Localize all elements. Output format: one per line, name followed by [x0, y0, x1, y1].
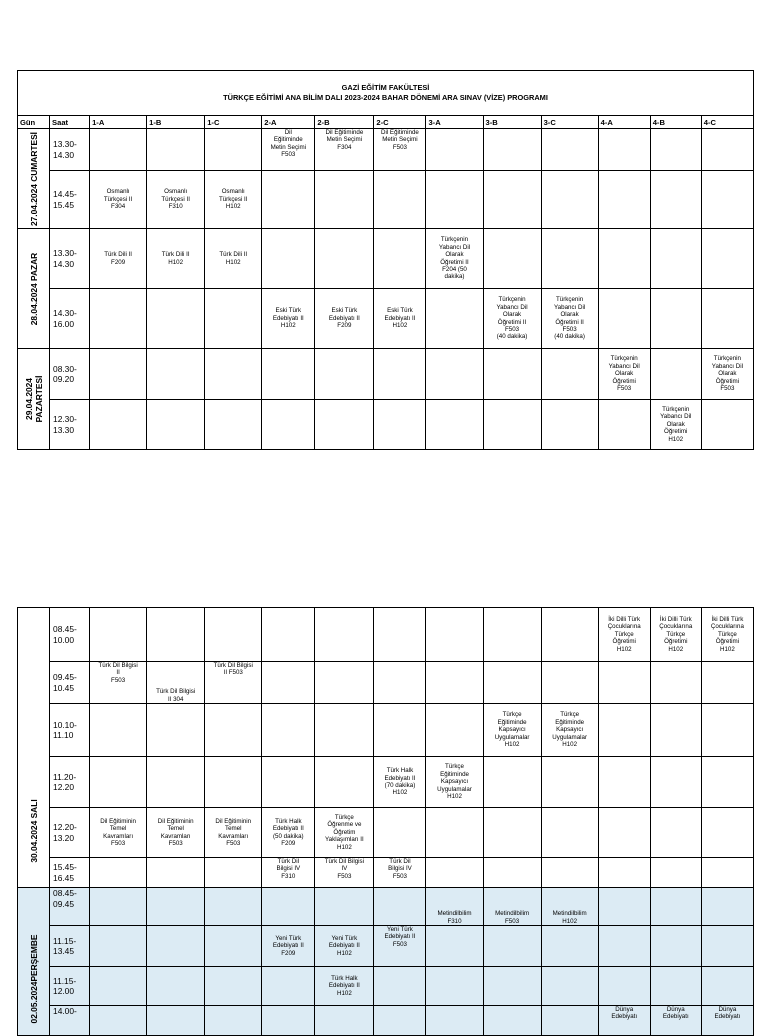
table-row [18, 400, 754, 450]
header-1a: 1-A [90, 116, 147, 129]
exam-cell [598, 129, 650, 171]
exam-cell: Eski Türk Edebiyatı II H102 [262, 289, 315, 349]
exam-cell [701, 808, 753, 858]
table-row [18, 967, 754, 1006]
exam-cell [598, 858, 650, 888]
exam-cell: Metindilbilim F310 [426, 888, 483, 926]
exam-cell: Osmanlı Türkçesi II H102 [205, 171, 262, 229]
exam-cell [262, 967, 315, 1006]
exam-cell [205, 858, 262, 888]
exam-cell [147, 1006, 205, 1036]
header-4c: 4-C [701, 116, 753, 129]
exam-cell [701, 757, 753, 808]
table-row [18, 129, 754, 171]
exam-cell [650, 289, 701, 349]
exam-cell: Dünya Edebiyatı [701, 1006, 753, 1036]
exam-cell: Dil Eğitiminin Temel Kavramları F503 [90, 808, 147, 858]
exam-cell [262, 229, 315, 289]
exam-cell [147, 608, 205, 662]
exam-cell: Türk Dili II H102 [205, 229, 262, 289]
header-row [18, 116, 754, 129]
exam-cell [147, 349, 205, 400]
exam-cell [483, 858, 541, 888]
exam-cell [426, 858, 483, 888]
header-day: Gün [18, 116, 50, 129]
exam-cell [90, 129, 147, 171]
exam-cell [426, 1006, 483, 1036]
exam-cell [205, 757, 262, 808]
exam-cell [374, 967, 426, 1006]
exam-cell [541, 1006, 598, 1036]
exam-cell [262, 662, 315, 704]
exam-cell [650, 967, 701, 1006]
time-cell: 14.00- [50, 1006, 90, 1036]
exam-cell: Türk Dili II F209 [90, 229, 147, 289]
time-cell: 08.45- 09.45 [50, 888, 90, 926]
exam-cell [598, 926, 650, 967]
header-4a: 4-A [598, 116, 650, 129]
time-cell: 12.30- 13.30 [50, 400, 90, 450]
table-row [18, 704, 754, 757]
exam-cell [426, 289, 483, 349]
time-cell: 08.30- 09.20 [50, 349, 90, 400]
exam-cell [374, 171, 426, 229]
exam-cell [147, 400, 205, 450]
day-label: 30.04.2024 SALI [18, 608, 50, 888]
exam-cell [262, 171, 315, 229]
exam-cell [426, 808, 483, 858]
header-time: Saat [50, 116, 90, 129]
exam-cell [701, 888, 753, 926]
exam-cell: Osmanlı Türkçesi II F304 [90, 171, 147, 229]
program-title: TÜRKÇE EĞİTİMİ ANA BİLİM DALI 2023-2024 BAHAR DÖNEMİ ARA SINAV (VİZE) PROGRAMI [223, 93, 548, 102]
exam-cell [598, 757, 650, 808]
exam-cell: Eski Türk Edebiyatı II F209 [315, 289, 374, 349]
exam-cell [147, 129, 205, 171]
exam-cell [598, 289, 650, 349]
exam-cell [650, 171, 701, 229]
exam-cell [541, 229, 598, 289]
exam-cell [315, 704, 374, 757]
exam-cell [205, 888, 262, 926]
table-row [18, 808, 754, 858]
exam-cell [650, 858, 701, 888]
exam-cell: Dünya Edebiyatı [650, 1006, 701, 1036]
exam-cell [598, 704, 650, 757]
exam-cell: Türk Halk Edebiyatı II (50 dakika) F209 [262, 808, 315, 858]
exam-cell: Eski Türk Edebiyatı II H102 [374, 289, 426, 349]
exam-cell [483, 171, 541, 229]
exam-cell: Dil Eğitiminde Metin Seçimi F503 [374, 129, 426, 171]
time-cell: 09.45- 10.45 [50, 662, 90, 704]
header-1b: 1-B [147, 116, 205, 129]
exam-cell [483, 400, 541, 450]
exam-cell [90, 757, 147, 808]
day-label: 02.05.2024PERŞEMBE [18, 888, 50, 1036]
exam-cell [205, 704, 262, 757]
exam-cell [426, 704, 483, 757]
exam-cell [483, 757, 541, 808]
exam-cell [374, 704, 426, 757]
exam-cell: Türkçe Eğitiminde Kapsayıcı Uygulamalar H102 [541, 704, 598, 757]
exam-cell [90, 967, 147, 1006]
exam-cell [262, 349, 315, 400]
exam-cell [541, 967, 598, 1006]
time-cell: 12.20- 13.20 [50, 808, 90, 858]
day-label: 29.04.2024 PAZARTESİ [18, 349, 50, 450]
exam-cell [90, 608, 147, 662]
exam-cell [541, 608, 598, 662]
exam-cell [262, 757, 315, 808]
exam-cell [374, 808, 426, 858]
table-row [18, 289, 754, 349]
exam-cell [541, 926, 598, 967]
exam-cell: Türkçenin Yabancı Dil Olarak Öğretimi II F503 (40 dakika) [483, 289, 541, 349]
exam-cell [483, 129, 541, 171]
exam-cell [598, 808, 650, 858]
exam-cell [205, 289, 262, 349]
exam-cell: Türkçenin Yabancı Dil Olarak Öğretimi H102 [650, 400, 701, 450]
exam-cell [147, 967, 205, 1006]
exam-cell [701, 926, 753, 967]
exam-schedule-table-1 [17, 70, 754, 450]
exam-cell [90, 289, 147, 349]
exam-cell [541, 858, 598, 888]
exam-cell [426, 608, 483, 662]
exam-cell [90, 926, 147, 967]
exam-cell [315, 608, 374, 662]
exam-cell [374, 400, 426, 450]
exam-cell: Osmanlı Türkçesi II F310 [147, 171, 205, 229]
exam-cell [426, 926, 483, 967]
time-cell: 13.30- 14.30 [50, 229, 90, 289]
table-row [18, 171, 754, 229]
exam-cell [701, 129, 753, 171]
exam-cell [374, 349, 426, 400]
schedule-title [18, 71, 754, 116]
time-cell: 14.30- 16.00 [50, 289, 90, 349]
exam-cell [315, 400, 374, 450]
table-row [18, 662, 754, 704]
exam-cell [262, 888, 315, 926]
exam-cell: Türk Halk Edebiyatı II (70 dakika) H102 [374, 757, 426, 808]
exam-cell [483, 926, 541, 967]
exam-cell [147, 289, 205, 349]
exam-cell: Yeni Türk Edebiyatı II F503 [374, 926, 426, 967]
table-row [18, 1006, 754, 1036]
exam-cell [205, 349, 262, 400]
exam-cell [650, 662, 701, 704]
exam-cell [541, 757, 598, 808]
exam-cell [541, 171, 598, 229]
header-2b: 2-B [315, 116, 374, 129]
exam-cell [541, 349, 598, 400]
exam-cell [598, 662, 650, 704]
exam-cell [147, 888, 205, 926]
exam-cell [650, 229, 701, 289]
exam-cell [205, 129, 262, 171]
time-cell: 11.15- 12.00 [50, 967, 90, 1006]
time-cell: 11.20- 12.20 [50, 757, 90, 808]
exam-cell [598, 400, 650, 450]
exam-cell [90, 704, 147, 757]
header-3c: 3-C [541, 116, 598, 129]
table-row [18, 608, 754, 662]
header-3b: 3-B [483, 116, 541, 129]
exam-cell [483, 229, 541, 289]
exam-cell [426, 349, 483, 400]
exam-cell: Türkçenin Yabancı Dil Olarak Öğretimi F503 [598, 349, 650, 400]
exam-cell [262, 608, 315, 662]
exam-cell: Türk Dili II H102 [147, 229, 205, 289]
day-label: 27.04.2024 CUMARTESİ [18, 129, 50, 229]
faculty-name: GAZİ EĞİTİM FAKÜLTESİ [341, 83, 430, 93]
exam-cell [90, 400, 147, 450]
exam-cell [701, 858, 753, 888]
exam-cell: Metindilbilim F503 [483, 888, 541, 926]
exam-cell [701, 289, 753, 349]
exam-cell [374, 662, 426, 704]
exam-cell: Türk Dil Bilgisi II 304 [147, 662, 205, 704]
table-row [18, 757, 754, 808]
exam-cell [483, 662, 541, 704]
table-row [18, 229, 754, 289]
exam-cell [701, 662, 753, 704]
time-cell: 14.45- 15.45 [50, 171, 90, 229]
exam-cell [598, 888, 650, 926]
exam-cell [426, 662, 483, 704]
exam-cell [541, 400, 598, 450]
exam-cell: Türkçenin Yabancı Dil Olarak Öğretimi F503 [701, 349, 753, 400]
exam-cell [262, 400, 315, 450]
exam-cell: Metindilbilim H102 [541, 888, 598, 926]
exam-cell [205, 967, 262, 1006]
exam-cell [650, 888, 701, 926]
exam-cell: Yeni Türk Edebiyatı II H102 [315, 926, 374, 967]
exam-cell [598, 967, 650, 1006]
exam-cell [598, 171, 650, 229]
exam-cell: Dil Eğitiminde Metin Seçimi F503 [262, 129, 315, 171]
exam-cell: Türkçenin Yabancı Dil Olarak Öğretimi II F503 (40 dakika) [541, 289, 598, 349]
exam-cell [650, 757, 701, 808]
exam-cell [315, 349, 374, 400]
exam-cell [374, 888, 426, 926]
header-4b: 4-B [650, 116, 701, 129]
exam-cell [90, 858, 147, 888]
exam-cell: İki Dilli Türk Çocuklarına Türkçe Öğretimi H102 [650, 608, 701, 662]
exam-cell [426, 171, 483, 229]
exam-cell [483, 808, 541, 858]
exam-cell [483, 608, 541, 662]
exam-cell [374, 229, 426, 289]
exam-cell: Türk Dil Bilgisi IV F310 [262, 858, 315, 888]
exam-cell [701, 171, 753, 229]
exam-cell [701, 967, 753, 1006]
exam-cell: Dünya Edebiyatı [598, 1006, 650, 1036]
exam-cell [90, 349, 147, 400]
exam-cell [205, 926, 262, 967]
exam-cell: Dil Eğitiminin Temel Kavramları F503 [205, 808, 262, 858]
exam-cell [483, 967, 541, 1006]
time-cell: 08.45- 10.00 [50, 608, 90, 662]
table-row [18, 926, 754, 967]
exam-cell [650, 349, 701, 400]
exam-cell [598, 229, 650, 289]
exam-cell: İki Dilli Türk Çocuklarına Türkçe Öğretimi H102 [701, 608, 753, 662]
exam-cell: Türk Dil Bilgisi IV F503 [374, 858, 426, 888]
exam-cell: Yeni Türk Edebiyatı II F209 [262, 926, 315, 967]
exam-cell: Türk Halk Edebiyatı II H102 [315, 967, 374, 1006]
exam-cell: Türkçenin Yabancı Dil Olarak Öğretimi II F204 (50 dakika) [426, 229, 483, 289]
exam-cell: Türk Dil Bilgisi II F503 [90, 662, 147, 704]
exam-cell [205, 1006, 262, 1036]
exam-cell: Dil Eğitiminde Metin Seçimi F304 [315, 129, 374, 171]
exam-cell [315, 888, 374, 926]
exam-cell [147, 704, 205, 757]
exam-cell [701, 229, 753, 289]
exam-cell [147, 926, 205, 967]
exam-cell [701, 704, 753, 757]
exam-cell: Türkçe Eğitiminde Kapsayıcı Uygulamalar H102 [483, 704, 541, 757]
exam-cell: Türk Dil Bilgisi II F503 [205, 662, 262, 704]
header-2a: 2-A [262, 116, 315, 129]
exam-cell [262, 1006, 315, 1036]
time-cell: 10.10- 11.10 [50, 704, 90, 757]
exam-cell [483, 349, 541, 400]
exam-cell [650, 808, 701, 858]
exam-cell [262, 704, 315, 757]
exam-cell [650, 704, 701, 757]
exam-cell [315, 1006, 374, 1036]
time-cell: 11.15- 13.45 [50, 926, 90, 967]
exam-cell [650, 129, 701, 171]
exam-cell [205, 608, 262, 662]
exam-cell [650, 926, 701, 967]
exam-cell [315, 171, 374, 229]
time-cell: 15.45- 16.45 [50, 858, 90, 888]
exam-cell [147, 858, 205, 888]
exam-cell [205, 400, 262, 450]
exam-cell [426, 129, 483, 171]
table-row [18, 858, 754, 888]
exam-cell [315, 662, 374, 704]
exam-cell [701, 400, 753, 450]
exam-cell: Dil Eğitiminin Temel Kavramları F503 [147, 808, 205, 858]
exam-cell: Türk Dil Bilgisi IV F503 [315, 858, 374, 888]
exam-cell [426, 967, 483, 1006]
exam-cell: Türkçe Eğitiminde Kapsayıcı Uygulamalar H102 [426, 757, 483, 808]
day-label: 28.04.2024 PAZAR [18, 229, 50, 349]
table-row [18, 349, 754, 400]
exam-cell [90, 888, 147, 926]
exam-cell: İki Dilli Türk Çocuklarına Türkçe Öğretimi H102 [598, 608, 650, 662]
exam-cell [541, 662, 598, 704]
exam-cell [90, 1006, 147, 1036]
table-row [18, 888, 754, 926]
exam-cell [374, 1006, 426, 1036]
exam-schedule-table-2 [17, 607, 754, 1036]
exam-cell: Türkçe Öğrenme ve Öğretim Yaklaşımları II H102 [315, 808, 374, 858]
header-1c: 1-C [205, 116, 262, 129]
exam-cell [483, 1006, 541, 1036]
exam-cell [426, 400, 483, 450]
header-3a: 3-A [426, 116, 483, 129]
exam-cell [315, 757, 374, 808]
header-2c: 2-C [374, 116, 426, 129]
exam-cell [541, 129, 598, 171]
exam-cell [541, 808, 598, 858]
exam-cell [374, 608, 426, 662]
exam-cell [147, 757, 205, 808]
exam-cell [315, 229, 374, 289]
time-cell: 13.30- 14.30 [50, 129, 90, 171]
